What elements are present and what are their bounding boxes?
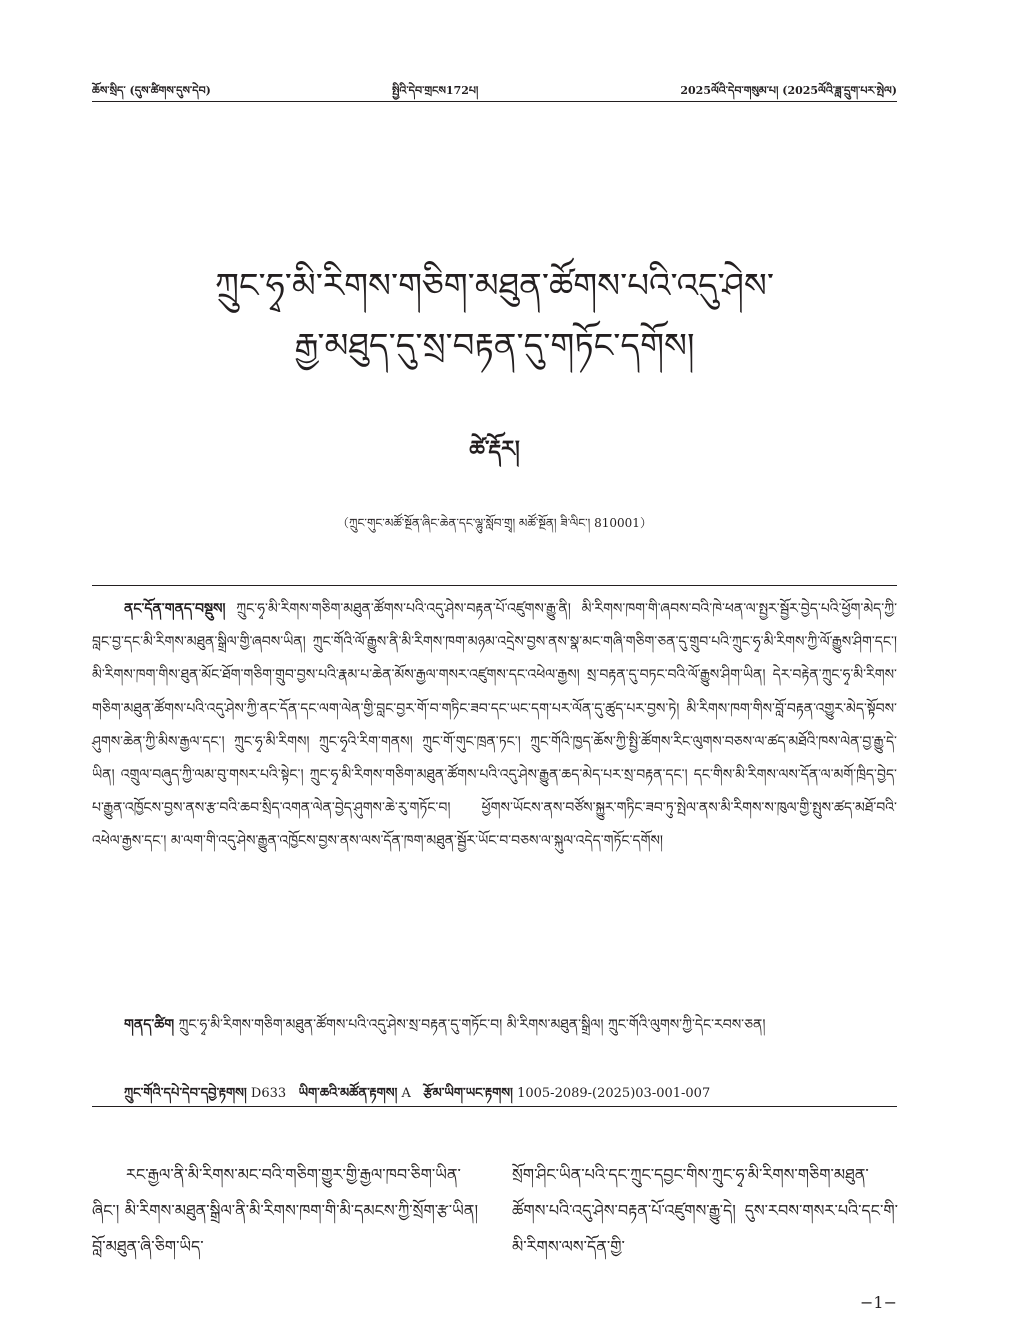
keywords-label: གནད་ཚིག: [124, 1017, 175, 1033]
article-id-value: 1005-2089-(2025)03-001-007: [517, 1086, 711, 1101]
author-name: ཚེ་རྡོར།: [469, 436, 520, 462]
doc-code-label: ཡིག་ཆའི་མཚོན་རྟགས།: [298, 1086, 398, 1101]
clc-value: D633: [250, 1086, 287, 1101]
keywords-block: [92, 1009, 897, 1042]
abstract-block: [92, 593, 897, 859]
abstract-top-divider: [92, 585, 897, 586]
article-title-line1: ཀྲུང་ཧྭ་མི་རིགས་གཅིག་མཐུན་ཚོགས་པའི་འདུ་ཤེས་: [214, 266, 775, 306]
doc-code-value: A: [401, 1086, 411, 1101]
article-id-label: རྩོམ་ཡིག་ཡང་རྟགས།: [423, 1086, 513, 1101]
body-column-left: རང་རྒྱལ་ནི་མི་རིགས་མང་བའི་གཅིག་གྱུར་གྱི་རྒྱལ་ཁབ་ཅིག་ཡིན་ཞིང་། མི་རིགས་མཐུན་སྒྲིལ་ནི་མི་རིགས་ཁག་གི་མི་དམངས་ཀྱི་སྲོག་རྩ་ཡིན། བློ་མཐུན་ཞི་ཅིག་ཡིད་: [92, 1165, 478, 1256]
abstract-text: ཀྲུང་ཧྭ་མི་རིགས་གཅིག་མཐུན་ཚོགས་པའི་འདུ་ཤེས་བརྟན་པོ་འཛུགས་རྒྱུ་ནི། མི་རིགས་ཁག་གི་ཞབས་བའི་ཁེ་ཕན་ལ་སྤྱར་སྦྱོར་བྱེད་པའི་ཕྱོག་མེད་ཀྱི་བླང་བྱ་དང་མི་རིགས་མཐུན་སྒྲིལ་གྱི་ཞབས་ཡིན། ཀྲུང་གོའི་ལོ་རྒྱུས་ནི་མི་རིགས་ཁག་མཉམ་འདྲེས་བྱས་ནས་སྣ་མང་གཞི་གཅིག་ཅན་དུ་གྲུབ་པའི་ཀྲུང་ཧྭ་མི་རིགས་ཀྱི་ལོ་རྒྱུས་ཤིག་དང་། མི་རིགས་ཁག་གིས་ཐུན་མོང་ཐོག་གཅིག་གྲུབ་བྱས་པའི་རྣམ་པ་ཆེན་མོས་རྒྱལ་གསར་འཛུགས་དང་འཕེལ་རྒྱས། སྲ་བརྟན་དུ་བཏང་བའི་ལོ་རྒྱུས་ཤིག་ཡིན། དེར་བརྟེན་ཀྲུང་ཧྭ་མི་རིགས་གཅིག་མཐུན་ཚོགས་པའི་འདུ་ཤེས་ཀྱི་ནང་དོན་དང་ལག་ལེན་གྱི་བླང་བྱར་གོ་བ་གཏིང་ཟབ་དང་ཡང་དག་པར་ལོན་དུ་ཚུད་པར་བྱས་ཏེ། མི་རིགས་ཁག་གིས་བློ་བརྟན་འགྱུར་མེད་སྟོབས་ཤུགས་ཆེན་ཀྱི་མིས་རྒྱལ་དང་། ཀྲུང་ཧྭ་མི་རིགས། ཀྲུང་ཧྭའི་རིག་གནས། ཀྲུང་གོ་གུང་ཁྲན་ཏང་། ཀྲུང་གོའི་ཁྱད་ཆོས་ཀྱི་སྤྱི་ཚོགས་རིང་ལུགས་བཅས་ལ་ཚད་མཐོའི་ཁས་ལེན་བྱ་རྒྱུ་དེ་ཡིན། འགྲུལ་བཞུད་ཀྱི་ལམ་བུ་གསར་པའི་སྟེང་། ཀྲུང་ཧྭ་མི་རིགས་གཅིག་མཐུན་ཚོགས་པའི་འདུ་ཤེས་རྒྱུན་ཆད་མེད་པར་སྲ་བརྟན་དང་། དང་གིས་མི་རིགས་ལས་དོན་ལ་མགོ་ཁྲིད་བྱེད་པ་རྒྱུན་འཁྱོངས་བྱས་ནས་རྩ་བའི་ཆབ་སྲིད་འགན་ལེན་བྱེད་ཤུགས་ཆེ་རུ་གཏོང་བ། ཕྱོགས་ཡོངས་ནས་བཙོས་སྐྱུར་གཏིང་ཟབ་ཏུ་སྤེལ་ནས་མི་རིགས་ས་ཁུལ་གྱི་སྤུས་ཚད་མཐོ་བའི་འཕེལ་རྒྱས་དང་། མ་ལག་གི་འདུ་ཤེས་རྒྱུན་འཁྱོངས་བྱས་ནས་ལས་དོན་ཁག་མཐུན་སྦྱོར་ཡོང་བ་བཅས་ལ་སྐུལ་འདེད་གཏོང་དགོས།: [92, 601, 898, 850]
author-affiliation: （ཀྲུང་གུང་མཚོ་སྔོན་ཞིང་ཆེན་དང་ལྷུ་སློབ་གྲྭ། མཚོ་སྔོན། ཟི་ལིང་། 810001）: [337, 516, 652, 530]
running-header: [92, 78, 897, 100]
issue-info: 2025ལོའི་དེབ་གསུམ་པ། (2025ལོའི་ཟླ་དྲུག་པར་སྤེལ): [680, 84, 897, 97]
abstract-label: ནང་དོན་གནད་བསྡུས།: [124, 601, 226, 617]
clc-label: ཀྲུང་གོའི་དཔེ་དེབ་དབྱེ་རྟགས།: [124, 1086, 247, 1101]
header-divider: [92, 101, 897, 102]
abstract-bottom-divider: [92, 1106, 897, 1107]
journal-name: ཆོས་སྲིད་ (དུས་ཚིགས་དུས་དེབ): [92, 84, 211, 97]
page-number: −1−: [860, 1293, 897, 1312]
classification-line: [124, 1078, 897, 1115]
keywords-text: ཀྲུང་ཧྭ་མི་རིགས་གཅིག་མཐུན་ཚོགས་པའི་འདུ་ཤེས་སྲ་བརྟན་དུ་གཏོང་བ། མི་རིགས་མཐུན་སྒྲིལ། ཀྲུང་གོའི་ལུགས་ཀྱི་དེང་རབས་ཅན།: [178, 1017, 766, 1033]
body-column-right: སྲོག་ཤིང་ཡིན་པའི་དང་ཀྲུང་དབྱང་གིས་ཀྲུང་ཧྭ་མི་རིགས་གཅིག་མཐུན་ཚོགས་པའི་འདུ་ཤེས་བརྟན་པོ་འཛུགས་རྒྱུ་དེ། དུས་རབས་གསར་པའི་དང་གི་མི་རིགས་ལས་དོན་གྱི་: [512, 1165, 898, 1256]
issue-total: སྤྱིའི་དེབ་གྲངས172པ།: [392, 84, 479, 97]
article-title-line2: རྒྱ་མཐུད་དུ་སྲ་བརྟན་དུ་གཏོང་དགོས།: [294, 326, 695, 366]
